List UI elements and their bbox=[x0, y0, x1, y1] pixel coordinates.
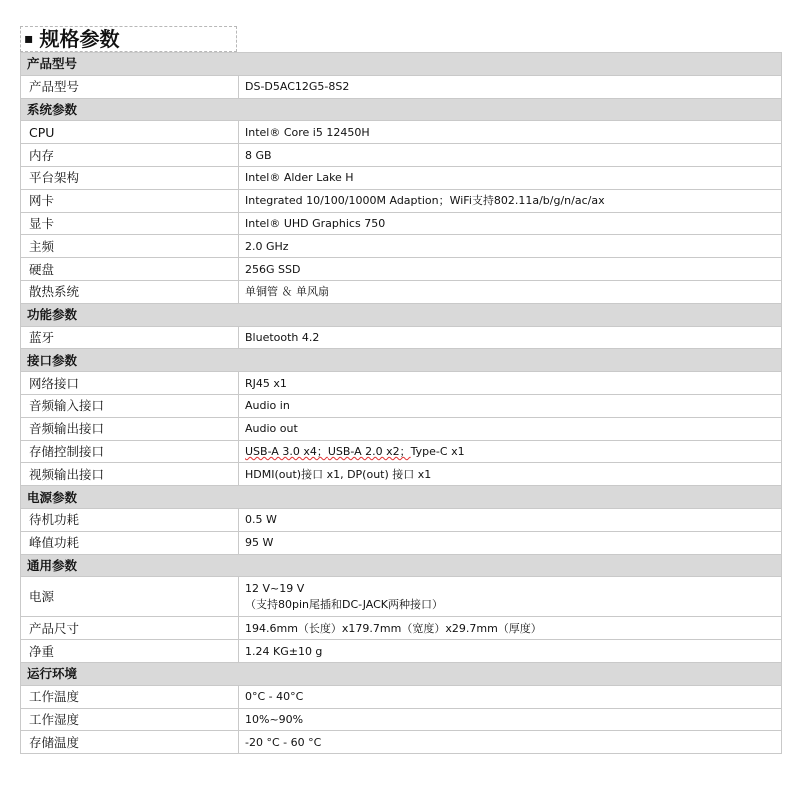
spec-value: -20 °C - 60 °C bbox=[239, 731, 782, 754]
spec-label: 网络接口 bbox=[21, 372, 239, 395]
spec-label: 蓝牙 bbox=[21, 326, 239, 349]
spec-row bbox=[21, 617, 782, 640]
spec-value: 8 GB bbox=[239, 144, 782, 167]
spec-row bbox=[21, 640, 782, 663]
spec-value: 0.5 W bbox=[239, 508, 782, 531]
spec-label: 视频输出接口 bbox=[21, 463, 239, 486]
spec-label: 内存 bbox=[21, 144, 239, 167]
spec-label: 产品尺寸 bbox=[21, 617, 239, 640]
spec-label: CPU bbox=[21, 121, 239, 144]
spec-row bbox=[21, 75, 782, 98]
spec-value: Intel® Alder Lake H bbox=[239, 166, 782, 189]
spec-label: 峰值功耗 bbox=[21, 531, 239, 554]
spec-label: 电源 bbox=[21, 577, 239, 617]
spec-row bbox=[21, 280, 782, 303]
spec-row bbox=[21, 708, 782, 731]
spec-label: 产品型号 bbox=[21, 75, 239, 98]
spec-row bbox=[21, 121, 782, 144]
spec-value: HDMI(out)接口 x1, DP(out) 接口 x1 bbox=[239, 463, 782, 486]
spec-value: Bluetooth 4.2 bbox=[239, 326, 782, 349]
section-header bbox=[21, 53, 782, 76]
section-title: 电源参数 bbox=[21, 486, 782, 509]
spec-value: 95 W bbox=[239, 531, 782, 554]
spec-value-part: USB-A 2.0 x2； bbox=[327, 444, 411, 458]
spec-label: 净重 bbox=[21, 640, 239, 663]
spec-value-line: 12 V~19 V bbox=[245, 581, 305, 595]
spec-value: 1.24 KG±10 g bbox=[239, 640, 782, 663]
spec-label: 待机功耗 bbox=[21, 508, 239, 531]
section-title: 功能参数 bbox=[21, 303, 782, 326]
section-title: 运行环境 bbox=[21, 662, 782, 685]
spec-row bbox=[21, 372, 782, 395]
spec-label: 网卡 bbox=[21, 189, 239, 212]
spec-row bbox=[21, 440, 782, 463]
spec-label: 工作温度 bbox=[21, 685, 239, 708]
spec-row bbox=[21, 394, 782, 417]
spec-label: 硬盘 bbox=[21, 258, 239, 281]
section-header bbox=[21, 303, 782, 326]
spec-label: 散热系统 bbox=[21, 280, 239, 303]
spec-row bbox=[21, 463, 782, 486]
section-title: 产品型号 bbox=[21, 53, 782, 76]
spec-label: 存储控制接口 bbox=[21, 440, 239, 463]
spec-value: RJ45 x1 bbox=[239, 372, 782, 395]
spec-value: 2.0 GHz bbox=[239, 235, 782, 258]
spec-label: 主频 bbox=[21, 235, 239, 258]
spec-value: Integrated 10/100/1000M Adaption；WiFi支持802.11a/b/g/n/ac/ax bbox=[239, 189, 782, 212]
page-title-text: 规格参数 bbox=[39, 27, 120, 51]
spec-value: 194.6mm（长度）x179.7mm（宽度）x29.7mm（厚度） bbox=[239, 617, 782, 640]
spec-row bbox=[21, 166, 782, 189]
page-title bbox=[20, 26, 120, 52]
spec-value-line: （支持80pin尾插和DC-JACK两种接口） bbox=[245, 597, 444, 611]
spec-row bbox=[21, 531, 782, 554]
spec-value-part: USB-A 3.0 x4； bbox=[245, 444, 328, 458]
spec-value: Audio out bbox=[239, 417, 782, 440]
spec-label: 音频输出接口 bbox=[21, 417, 239, 440]
spec-value: 0°C - 40°C bbox=[239, 685, 782, 708]
spec-label: 工作湿度 bbox=[21, 708, 239, 731]
spec-value: Audio in bbox=[239, 394, 782, 417]
section-title: 接口参数 bbox=[21, 349, 782, 372]
section-header bbox=[21, 349, 782, 372]
spec-row bbox=[21, 326, 782, 349]
section-header bbox=[21, 554, 782, 577]
spec-row bbox=[21, 235, 782, 258]
spec-value: Intel® Core i5 12450H bbox=[239, 121, 782, 144]
spec-value: 单铜管 ＆ 单风扇 bbox=[239, 280, 782, 303]
spec-value: 256G SSD bbox=[239, 258, 782, 281]
spec-row bbox=[21, 508, 782, 531]
spec-table bbox=[20, 52, 782, 754]
spec-row bbox=[21, 258, 782, 281]
spec-row bbox=[21, 577, 782, 617]
spec-label: 存储温度 bbox=[21, 731, 239, 754]
spec-row bbox=[21, 731, 782, 754]
spec-value: Intel® UHD Graphics 750 bbox=[239, 212, 782, 235]
spec-label: 音频输入接口 bbox=[21, 394, 239, 417]
spec-label: 显卡 bbox=[21, 212, 239, 235]
spec-row bbox=[21, 417, 782, 440]
section-title: 系统参数 bbox=[21, 98, 782, 121]
spec-value bbox=[239, 440, 782, 463]
spec-label: 平台架构 bbox=[21, 166, 239, 189]
spec-value: 10%~90% bbox=[239, 708, 782, 731]
section-title: 通用参数 bbox=[21, 554, 782, 577]
spec-value: DS-D5AC12G5-8S2 bbox=[239, 75, 782, 98]
section-header bbox=[21, 98, 782, 121]
bullet-icon: ▪ bbox=[24, 31, 34, 47]
spec-row bbox=[21, 144, 782, 167]
section-header bbox=[21, 486, 782, 509]
spec-row bbox=[21, 189, 782, 212]
spec-value bbox=[239, 577, 782, 617]
spec-row bbox=[21, 212, 782, 235]
spec-row bbox=[21, 685, 782, 708]
spec-value-part: Type-C x1 bbox=[410, 444, 465, 458]
section-header bbox=[21, 662, 782, 685]
